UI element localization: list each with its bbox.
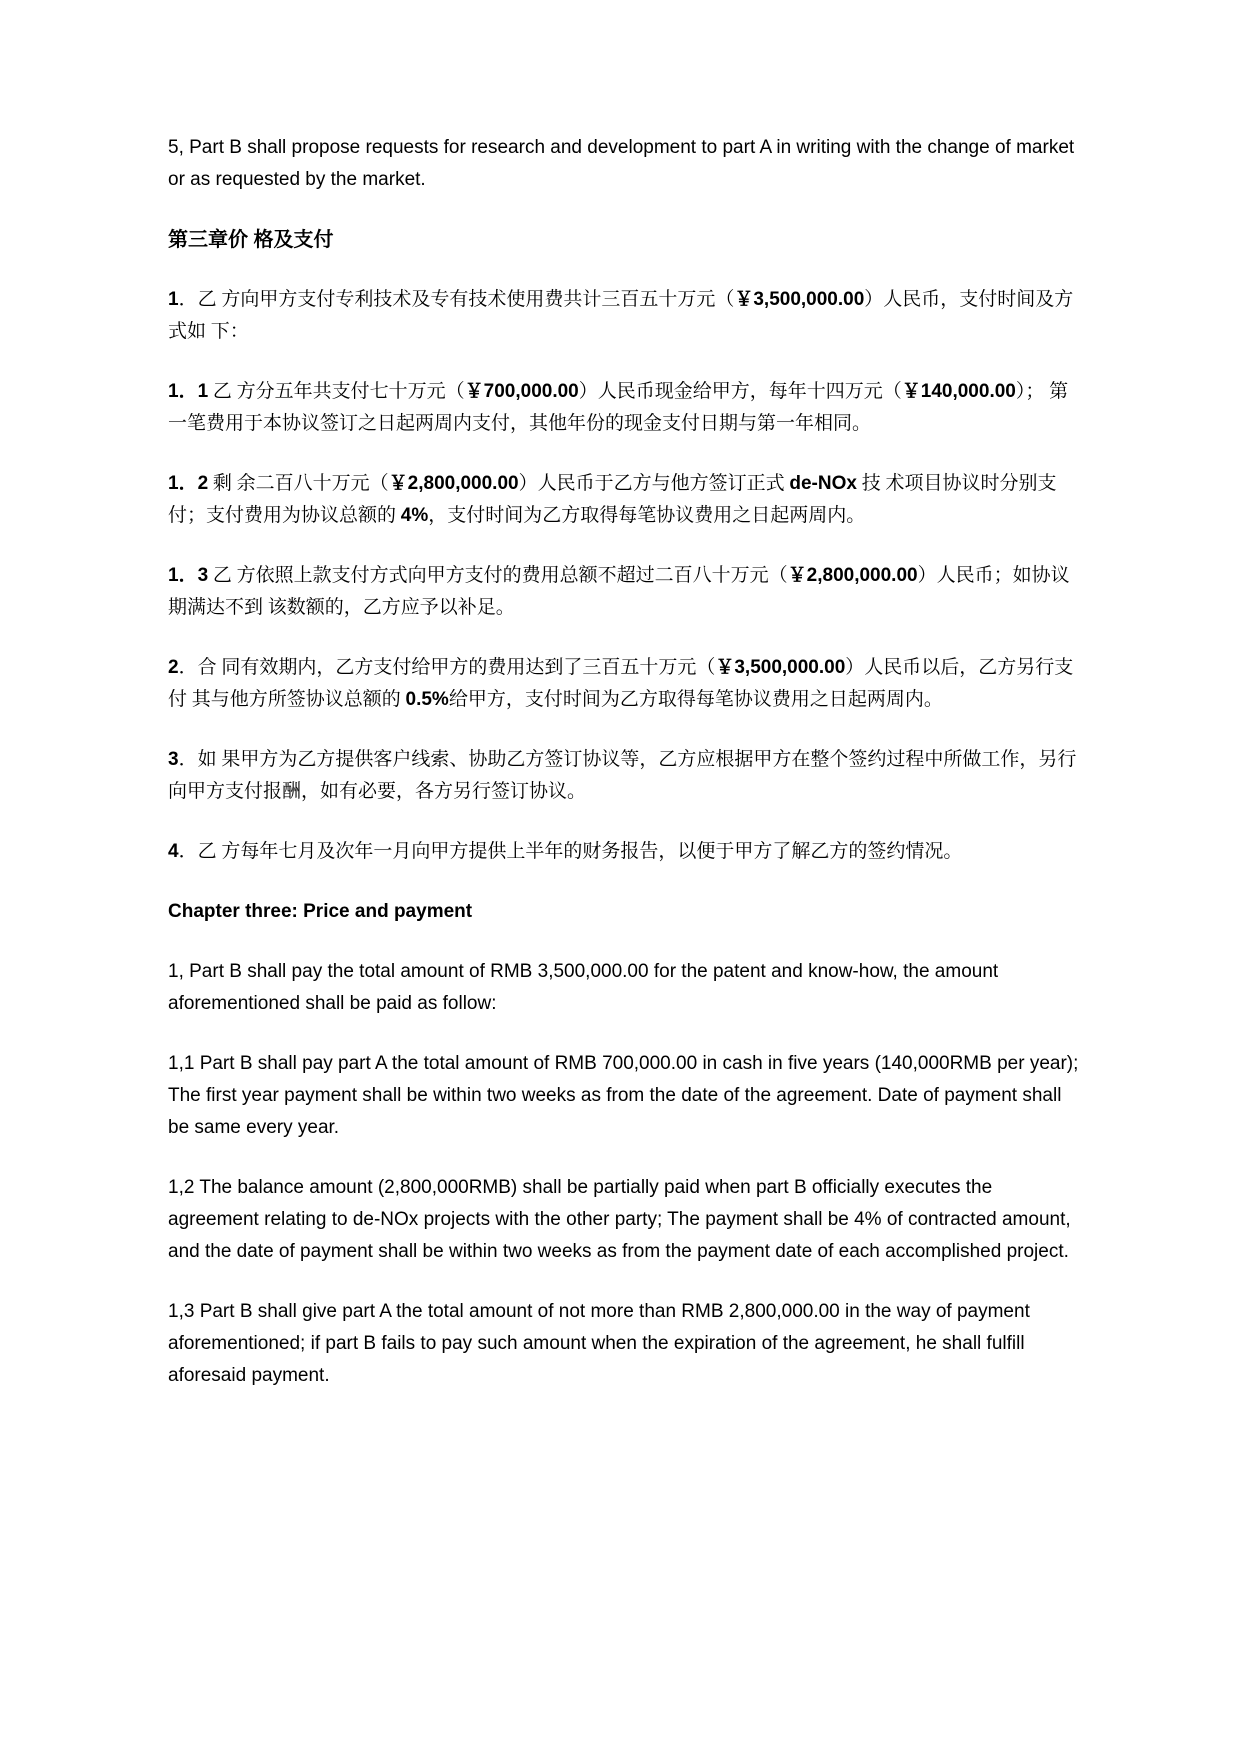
paragraph (168, 468, 1080, 532)
text-run: 1,1 Part B shall pay part A the total amount of RMB 700,000.00 in cash in five years (140,000RMB per year); The first year payment shall be within two weeks as from the date of the agreement. Date of payment shall be same every year. (168, 1053, 1079, 1138)
text-run: 给甲方，支付时间为乙方取得每笔协议费用之日起两周内。 (448, 689, 943, 710)
paragraph (168, 560, 1080, 624)
text-run: ￥3,500,000.00 (734, 289, 865, 310)
text-run: ）人民币；如协议期满达不到 该数额的，乙方应予以补足。 (168, 565, 1070, 618)
text-run: ￥2,800,000.00 (787, 565, 918, 586)
text-run: 0.5% (405, 689, 449, 710)
text-run: 技 术项目协议时分别支付；支付费用为协议总额的 (168, 473, 1057, 526)
paragraph (168, 376, 1080, 440)
paragraph (168, 744, 1080, 808)
text-run: ．如 果甲方为乙方提供客户线索、协助乙方签订协议等，乙方应根据甲方在整个签约过程中所做工作，另行向甲方支付报酬，如有必要，各方另行签订协议。 (168, 749, 1077, 802)
text-run: ）人民币现金给甲方，每年十四万元（ (578, 381, 902, 402)
section-heading (168, 224, 1080, 256)
document-content (168, 132, 1080, 1392)
text-run: Chapter three: Price and payment (168, 901, 473, 922)
text-run: ）； 第一笔费用于本协议签订之日起两周内支付，其他年份的现金支付日期与第一年相同。 (168, 381, 1069, 434)
paragraph (168, 1296, 1080, 1392)
text-run: de-NOx (789, 473, 857, 494)
text-run: 1．1 (168, 381, 209, 402)
text-run: ￥140,000.00 (901, 381, 1016, 402)
text-run: 1, Part B shall pay the total amount of RMB 3,500,000.00 for the patent and know-how, the amount aforementioned shall be paid as follow: (168, 961, 999, 1014)
paragraph (168, 1048, 1080, 1144)
text-run: ￥2,800,000.00 (388, 473, 519, 494)
text-run: ）人民币，支付时间及方式如 下： (168, 289, 1074, 342)
text-run: ．合 同有效期内，乙方支付给甲方的费用达到了三百五十万元（ (178, 657, 716, 678)
text-run: ，支付时间为乙方取得每笔协议费用之日起两周内。 (428, 505, 866, 526)
text-run: 1．3 (168, 565, 209, 586)
text-run: ）人民币以后，乙方另行支付 其与他方所签协议总额的 (168, 657, 1074, 710)
text-run: ．乙 方向甲方支付专利技术及专有技术使用费共计三百五十万元（ (178, 289, 735, 310)
text-run: ￥700,000.00 (464, 381, 579, 402)
paragraph (168, 1172, 1080, 1268)
text-run: 第三章价 格及支付 (168, 229, 334, 251)
text-run: 3 (168, 749, 179, 770)
paragraph (168, 132, 1080, 196)
text-run: 2 (168, 657, 179, 678)
text-run: 1 (168, 289, 179, 310)
text-run: 4 (168, 841, 179, 862)
text-run: 乙 方分五年共支付七十万元（ (208, 381, 465, 402)
text-run: 1,3 Part B shall give part A the total amount of not more than RMB 2,800,000.00 in the way of payment aforementioned; if part B fails to pay such amount when the expiration of the agreement, he shall fulfill aforesaid payment. (168, 1301, 1030, 1386)
text-run: 4% (400, 505, 429, 526)
text-run: 1．2 (168, 473, 209, 494)
text-run: 剩 余二百八十万元（ (208, 473, 389, 494)
text-run: 5, Part B shall propose requests for research and development to part A in writing with the change of market or as requested by the market. (168, 137, 1075, 190)
text-run: ．乙 方每年七月及次年一月向甲方提供上半年的财务报告，以便于甲方了解乙方的签约情况。 (178, 841, 963, 862)
section-heading (168, 896, 1080, 928)
paragraph (168, 836, 1080, 868)
paragraph (168, 284, 1080, 348)
paragraph (168, 652, 1080, 716)
text-run: ￥3,500,000.00 (715, 657, 846, 678)
text-run: 乙 方依照上款支付方式向甲方支付的费用总额不超过二百八十万元（ (208, 565, 788, 586)
text-run: ）人民币于乙方与他方签订正式 (518, 473, 790, 494)
paragraph (168, 956, 1080, 1020)
text-run: 1,2 The balance amount (2,800,000RMB) shall be partially paid when part B officially executes the agreement relating to de-NOx projects with the other party; The payment shall be 4% of contracted amount, and the date of payment shall be within two weeks as from the payment date of each accomplished project. (168, 1177, 1071, 1262)
